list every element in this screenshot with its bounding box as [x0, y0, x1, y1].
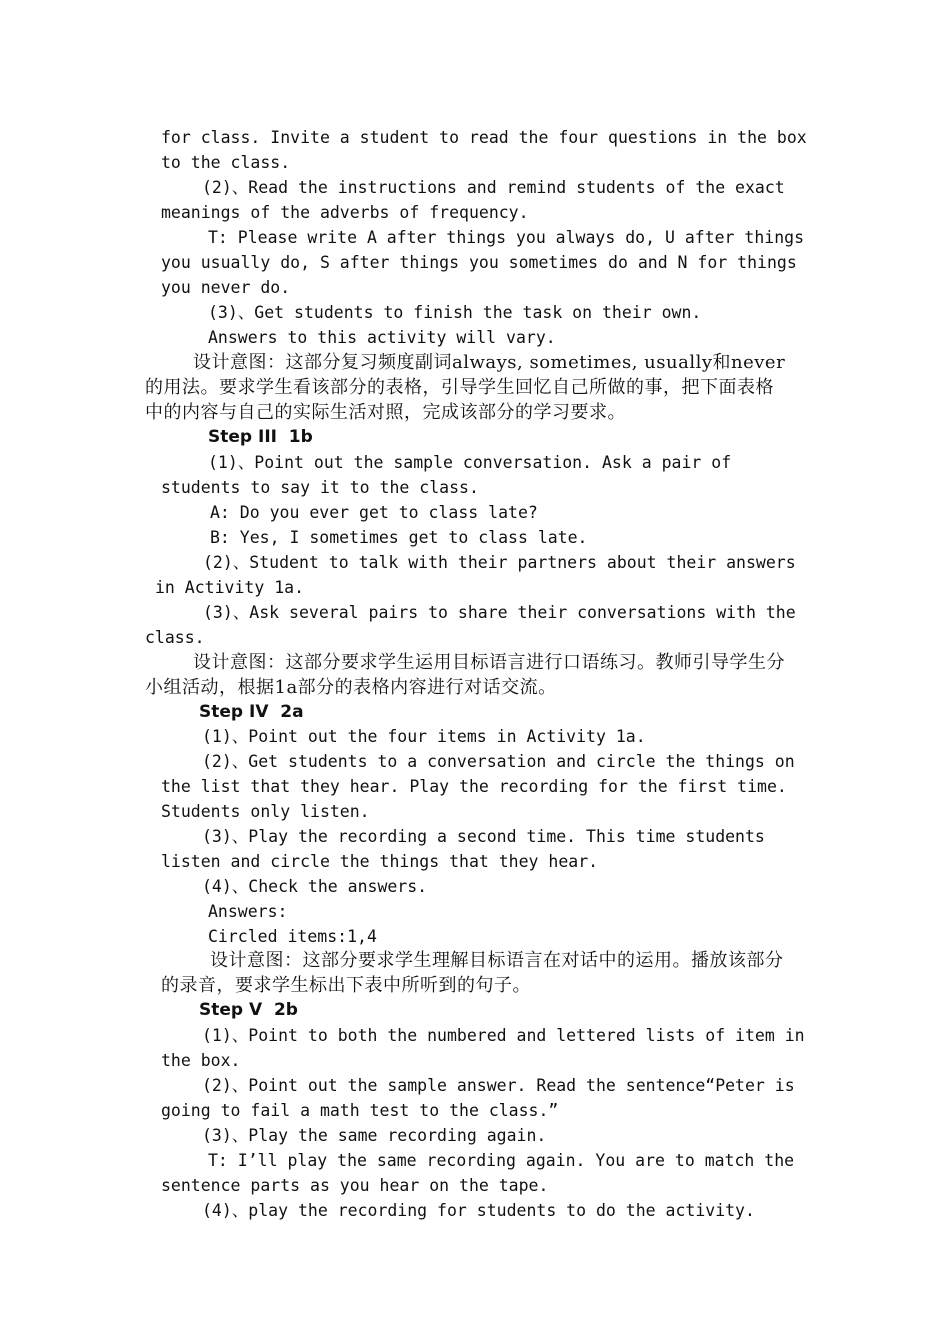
step-heading: Step IV 2a [199, 702, 304, 722]
text-line: (2)、Read the instructions and remind students of the exact [202, 178, 785, 197]
text-line: (2)、Point out the sample answer. Read the sentence“Peter is [202, 1076, 795, 1095]
text-line: meanings of the adverbs of frequency. [161, 203, 529, 222]
text-line: you never do. [161, 278, 291, 297]
step-heading: Step V 2b [199, 1000, 298, 1020]
text-line: T: I’ll play the same recording again. You are to match the [208, 1151, 795, 1170]
text-line: (2)、Get students to a conversation and circle the things on [202, 752, 795, 771]
design-intent-paragraph: 小组活动，根据1a部分的表格内容进行对话交流。 [145, 677, 557, 698]
text-line: Circled items:1,4 [208, 927, 377, 946]
text-line: the list that they hear. Play the recording for the first time. [161, 777, 787, 796]
text-line: for class. Invite a student to read the four questions in the box [161, 128, 807, 147]
text-line: A: Do you ever get to class late? [210, 503, 538, 522]
text-line: listen and circle the things that they hear. [161, 852, 599, 871]
text-line: Answers: [208, 902, 288, 921]
text-line: T: Please write A after things you always do, U after things [208, 228, 805, 247]
design-intent-paragraph: 设计意图：这部分要求学生理解目标语言在对话中的运用。播放该部分 [210, 950, 784, 971]
text-line: Answers to this activity will vary. [208, 328, 556, 347]
text-line: you usually do, S after things you sometimes do and N for things [161, 253, 797, 272]
text-line: B: Yes, I sometimes get to class late. [210, 528, 588, 547]
text-line: Students only listen. [161, 802, 370, 821]
design-intent-paragraph: 的用法。要求学生看该部分的表格，引导学生回忆自己所做的事，把下面表格 [145, 377, 774, 398]
design-intent-paragraph: 设计意图：这部分复习频度副词always, sometimes, usually和never [193, 352, 786, 373]
text-line: (3)、Play the same recording again. [202, 1126, 547, 1145]
step-heading: Step III 1b [208, 427, 313, 447]
text-line: (3)、Ask several pairs to share their conversations with the [203, 603, 796, 622]
text-line: (1)、Point to both the numbered and lettered lists of item in [202, 1026, 805, 1045]
text-line: going to fail a math test to the class.” [161, 1101, 559, 1120]
design-intent-paragraph: 中的内容与自己的实际生活对照，完成该部分的学习要求。 [145, 402, 626, 423]
text-line: (4)、play the recording for students to do the activity. [202, 1201, 755, 1220]
text-line: students to say it to the class. [161, 478, 479, 497]
design-intent-paragraph: 的录音，要求学生标出下表中所听到的句子。 [161, 975, 531, 996]
text-line: to the class. [161, 153, 291, 172]
text-line: (1)、Point out the sample conversation. Ask a pair of [208, 453, 732, 472]
design-intent-paragraph: 设计意图：这部分要求学生运用目标语言进行口语练习。教师引导学生分 [193, 652, 785, 673]
text-line: (4)、Check the answers. [202, 877, 428, 896]
text-line: the box. [161, 1051, 241, 1070]
text-line: class. [145, 628, 205, 647]
text-line: (3)、Play the recording a second time. This time students [202, 827, 765, 846]
text-line: (2)、Student to talk with their partners about their answers [203, 553, 796, 572]
text-line: (3)、Get students to finish the task on their own. [208, 303, 702, 322]
text-line: sentence parts as you hear on the tape. [161, 1176, 549, 1195]
text-line: in Activity 1a. [155, 578, 305, 597]
text-line: (1)、Point out the four items in Activity 1a. [202, 727, 646, 746]
